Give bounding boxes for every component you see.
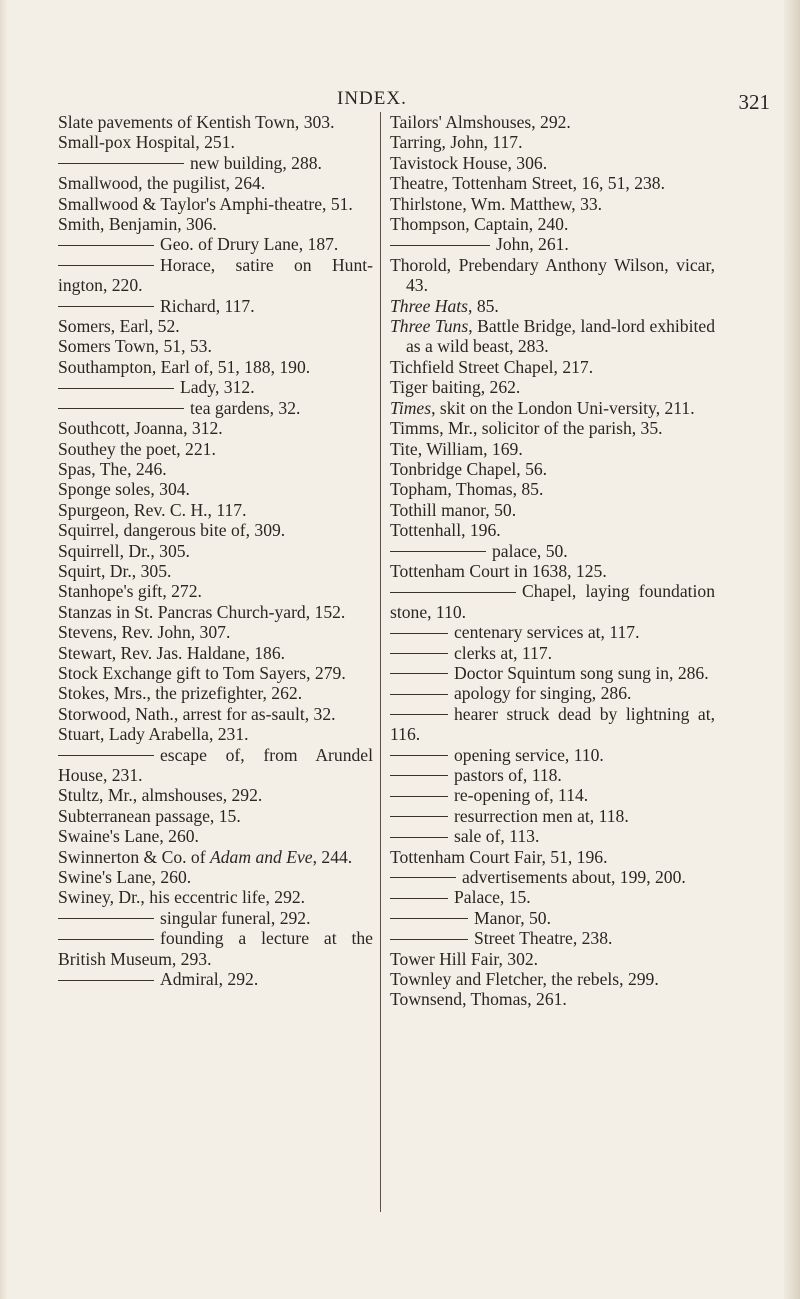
index-subentry bbox=[390, 663, 715, 683]
ditto-dash bbox=[390, 755, 448, 756]
column-divider bbox=[380, 112, 381, 1212]
ditto-dash bbox=[390, 653, 448, 654]
index-entry bbox=[390, 847, 715, 867]
index-entry bbox=[58, 418, 373, 438]
index-entry bbox=[58, 479, 373, 499]
index-subentry bbox=[58, 928, 373, 969]
entry-text: hearer struck dead by lightning at, 116. bbox=[390, 703, 715, 745]
index-entry bbox=[390, 398, 715, 418]
index-subentry bbox=[58, 398, 373, 418]
index-entry bbox=[390, 112, 715, 132]
entry-text: Small-pox Hospital, 251. bbox=[58, 132, 235, 153]
entry-text: Topham, Thomas, 85. bbox=[390, 479, 544, 500]
index-entry bbox=[58, 622, 373, 642]
index-entry bbox=[390, 949, 715, 969]
entry-text: Tottenhall, 196. bbox=[390, 520, 501, 541]
entry-text: Tavistock House, 306. bbox=[390, 152, 548, 173]
entry-italic-title: Adam and Eve bbox=[210, 846, 313, 867]
index-entry bbox=[390, 989, 715, 1009]
index-entry bbox=[390, 316, 715, 357]
entry-text: Townsend, Thomas, 261. bbox=[390, 989, 567, 1010]
index-subentry bbox=[58, 908, 373, 928]
ditto-dash bbox=[390, 918, 468, 919]
entry-text: resurrection men at, 118. bbox=[454, 805, 629, 826]
entry-text: Tottenham Court Fair, 51, 196. bbox=[390, 846, 608, 867]
ditto-dash bbox=[58, 755, 154, 756]
ditto-dash bbox=[390, 837, 448, 838]
entry-text: escape of, from Arundel House, 231. bbox=[58, 744, 373, 785]
index-entry bbox=[390, 357, 715, 377]
index-entry bbox=[58, 459, 373, 479]
entry-text: advertisements about, 199, 200. bbox=[462, 867, 686, 888]
index-subentry bbox=[390, 867, 715, 887]
index-subentry bbox=[390, 581, 715, 622]
index-subentry bbox=[58, 296, 373, 316]
ditto-dash bbox=[390, 796, 448, 797]
index-entry bbox=[390, 153, 715, 173]
index-subentry bbox=[58, 745, 373, 786]
index-subentry bbox=[390, 908, 715, 928]
index-entry bbox=[58, 847, 373, 867]
entry-text: Tothill manor, 50. bbox=[390, 499, 517, 520]
index-entry bbox=[390, 214, 715, 234]
ditto-dash bbox=[390, 245, 490, 246]
index-subentry bbox=[58, 969, 373, 989]
page-number: 321 bbox=[738, 90, 770, 114]
index-subentry bbox=[58, 377, 373, 397]
entry-text: Stanhope's gift, 272. bbox=[58, 581, 202, 602]
entry-text: Townley and Fletcher, the rebels, 299. bbox=[390, 969, 659, 990]
entry-text: Southampton, Earl of, 51, 188, 190. bbox=[58, 356, 311, 377]
ditto-dash bbox=[390, 898, 448, 899]
running-head: INDEX. bbox=[337, 88, 407, 109]
ditto-dash bbox=[58, 265, 154, 266]
page-gutter-shadow bbox=[0, 0, 8, 1299]
ditto-dash bbox=[58, 408, 184, 409]
index-subentry bbox=[390, 234, 715, 254]
index-entry bbox=[58, 581, 373, 601]
index-entry bbox=[58, 724, 373, 744]
ditto-dash bbox=[390, 551, 486, 552]
index-entry bbox=[390, 132, 715, 152]
index-entry bbox=[58, 112, 373, 132]
entry-text: Storwood, Nath., arrest for as-sault, 32. bbox=[58, 703, 336, 724]
index-entry bbox=[58, 336, 373, 356]
index-column-left bbox=[58, 112, 373, 989]
index-entry bbox=[58, 132, 373, 152]
index-subentry bbox=[58, 234, 373, 254]
entry-text: Horace, satire on Hunt-ington, 220. bbox=[58, 254, 373, 296]
entry-text: Squirrell, Dr., 305. bbox=[58, 540, 190, 561]
index-entry bbox=[58, 887, 373, 907]
index-entry bbox=[390, 439, 715, 459]
index-subentry bbox=[390, 928, 715, 948]
ditto-dash bbox=[390, 694, 448, 695]
entry-text: Spas, The, 246. bbox=[58, 458, 167, 479]
index-entry bbox=[58, 785, 373, 805]
entry-text: Richard, 117. bbox=[160, 295, 255, 316]
entry-text: Swine's Lane, 260. bbox=[58, 867, 192, 888]
entry-text: Squirt, Dr., 305. bbox=[58, 560, 172, 581]
entry-text: Smith, Benjamin, 306. bbox=[58, 214, 217, 235]
entry-text-after: , Battle Bridge, land-lord exhibited as a wild beast, 283. bbox=[406, 316, 715, 357]
entry-italic-title: Three Hats bbox=[390, 295, 469, 316]
ditto-dash bbox=[390, 775, 448, 776]
index-entry bbox=[390, 459, 715, 479]
ditto-dash bbox=[390, 592, 516, 593]
entry-text: re-opening of, 114. bbox=[454, 785, 589, 806]
index-entry bbox=[58, 683, 373, 703]
index-entry bbox=[390, 255, 715, 296]
entry-text: Squirrel, dangerous bite of, 309. bbox=[58, 520, 286, 541]
entry-text: Street Theatre, 238. bbox=[474, 928, 613, 949]
entry-text: John, 261. bbox=[496, 234, 569, 255]
entry-text: founding a lecture at the British Museum, 293. bbox=[58, 928, 373, 969]
index-entry bbox=[390, 194, 715, 214]
entry-text: opening service, 110. bbox=[454, 744, 604, 765]
entry-text: Stuart, Lady Arabella, 231. bbox=[58, 724, 249, 745]
entry-text: Swiney, Dr., his eccentric life, 292. bbox=[58, 887, 306, 908]
entry-text: Tarring, John, 117. bbox=[390, 132, 523, 153]
entry-text: Manor, 50. bbox=[474, 907, 551, 928]
entry-italic-title: Times bbox=[390, 397, 432, 418]
entry-text: Tite, William, 169. bbox=[390, 438, 523, 459]
ditto-dash bbox=[390, 714, 448, 715]
entry-text: pastors of, 118. bbox=[454, 765, 562, 785]
ditto-dash bbox=[58, 306, 154, 307]
index-entry bbox=[390, 296, 715, 316]
entry-text: Chapel, laying foundation stone, 110. bbox=[390, 581, 715, 622]
entry-text: Theatre, Tottenham Street, 16, 51, 238. bbox=[390, 173, 665, 194]
entry-text: Doctor Squintum song sung in, 286. bbox=[454, 662, 709, 683]
entry-text: Somers Town, 51, 53. bbox=[58, 336, 212, 357]
entry-text: new building, 288. bbox=[190, 152, 322, 173]
entry-text-after: , 244. bbox=[312, 846, 353, 867]
index-entry bbox=[58, 704, 373, 724]
entry-text: Thorold, Prebendary Anthony Wilson, vicar, 43. bbox=[390, 254, 715, 296]
entry-italic-title: Three Tuns bbox=[390, 316, 469, 337]
entry-text: Tottenham Court in 1638, 125. bbox=[390, 560, 607, 581]
entry-text: Palace, 15. bbox=[454, 887, 531, 908]
entry-text: Smallwood, the pugilist, 264. bbox=[58, 173, 266, 194]
index-subentry bbox=[390, 643, 715, 663]
index-entry bbox=[390, 969, 715, 989]
index-entry bbox=[58, 316, 373, 336]
entry-text: Tichfield Street Chapel, 217. bbox=[390, 356, 594, 377]
index-subentry bbox=[390, 745, 715, 765]
index-entry bbox=[58, 541, 373, 561]
index-entry bbox=[58, 826, 373, 846]
entry-text: Tonbridge Chapel, 56. bbox=[390, 458, 548, 479]
entry-text: Stanzas in St. Pancras Church-yard, 152. bbox=[58, 601, 346, 622]
index-entry bbox=[58, 867, 373, 887]
index-entry bbox=[58, 173, 373, 193]
index-entry bbox=[58, 194, 373, 214]
entry-text: Stokes, Mrs., the prizefighter, 262. bbox=[58, 683, 303, 704]
index-subentry bbox=[390, 541, 715, 561]
entry-text: singular funeral, 292. bbox=[160, 907, 311, 928]
index-subentry bbox=[390, 622, 715, 642]
entry-text: Tiger baiting, 262. bbox=[390, 377, 521, 398]
ditto-dash bbox=[58, 918, 154, 919]
index-entry bbox=[58, 806, 373, 826]
entry-text: Stultz, Mr., almshouses, 292. bbox=[58, 785, 263, 806]
entry-text: Admiral, 292. bbox=[160, 969, 259, 990]
index-entry bbox=[390, 377, 715, 397]
ditto-dash bbox=[390, 673, 448, 674]
entry-text: Somers, Earl, 52. bbox=[58, 316, 180, 337]
index-entry bbox=[58, 500, 373, 520]
entry-text: Thompson, Captain, 240. bbox=[390, 214, 569, 235]
ditto-dash bbox=[390, 816, 448, 817]
entry-text-after: , skit on the London Uni-versity, 211. bbox=[431, 397, 695, 418]
index-subentry bbox=[390, 765, 715, 785]
index-entry bbox=[390, 561, 715, 581]
entry-text: Timms, Mr., solicitor of the parish, 35. bbox=[390, 418, 663, 439]
index-entry bbox=[58, 214, 373, 234]
index-entry bbox=[58, 520, 373, 540]
entry-text: sale of, 113. bbox=[454, 826, 540, 847]
index-entry bbox=[390, 479, 715, 499]
index-subentry bbox=[390, 683, 715, 703]
index-column-right bbox=[390, 112, 715, 1010]
entry-text: Smallwood & Taylor's Amphi-theatre, 51. bbox=[58, 193, 353, 214]
entry-text: Spurgeon, Rev. C. H., 117. bbox=[58, 499, 247, 520]
index-entry bbox=[390, 520, 715, 540]
entry-text: Subterranean passage, 15. bbox=[58, 805, 241, 826]
index-entry bbox=[58, 643, 373, 663]
entry-text: Slate pavements of Kentish Town, 303. bbox=[58, 112, 335, 132]
ditto-dash bbox=[58, 245, 154, 246]
entry-text: Geo. of Drury Lane, 187. bbox=[160, 234, 339, 255]
index-entry bbox=[58, 663, 373, 683]
ditto-dash bbox=[58, 163, 184, 164]
ditto-dash bbox=[390, 877, 456, 878]
entry-text-after: , 85. bbox=[468, 295, 499, 316]
index-subentry bbox=[390, 887, 715, 907]
entry-text: palace, 50. bbox=[492, 540, 568, 561]
ditto-dash bbox=[58, 980, 154, 981]
entry-text: Tailors' Almshouses, 292. bbox=[390, 112, 571, 132]
entry-text: Stewart, Rev. Jas. Haldane, 186. bbox=[58, 642, 286, 663]
ditto-dash bbox=[58, 388, 174, 389]
index-entry bbox=[58, 439, 373, 459]
ditto-dash bbox=[390, 633, 448, 634]
index-entry bbox=[58, 602, 373, 622]
entry-text: Swinnerton & Co. of bbox=[58, 846, 210, 867]
ditto-dash bbox=[58, 939, 154, 940]
entry-text: Tower Hill Fair, 302. bbox=[390, 948, 539, 969]
entry-text: tea gardens, 32. bbox=[190, 397, 301, 418]
entry-text: centenary services at, 117. bbox=[454, 622, 640, 643]
entry-text: clerks at, 117. bbox=[454, 642, 553, 663]
index-entry bbox=[58, 357, 373, 377]
index-subentry bbox=[390, 704, 715, 745]
index-entry bbox=[390, 173, 715, 193]
index-subentry bbox=[390, 806, 715, 826]
index-entry bbox=[390, 418, 715, 438]
index-entry bbox=[58, 561, 373, 581]
entry-text: apology for singing, 286. bbox=[454, 683, 632, 704]
entry-text: Thirlstone, Wm. Matthew, 33. bbox=[390, 193, 603, 214]
index-subentry bbox=[390, 785, 715, 805]
index-entry bbox=[390, 500, 715, 520]
index-subentry bbox=[58, 255, 373, 296]
entry-text: Stevens, Rev. John, 307. bbox=[58, 622, 231, 643]
entry-text: Lady, 312. bbox=[180, 377, 255, 398]
ditto-dash bbox=[390, 939, 468, 940]
entry-text: Stock Exchange gift to Tom Sayers, 279. bbox=[58, 662, 346, 683]
entry-text: Southey the poet, 221. bbox=[58, 438, 216, 459]
entry-text: Sponge soles, 304. bbox=[58, 479, 190, 500]
index-subentry bbox=[58, 153, 373, 173]
page-edge-shadow bbox=[784, 0, 800, 1299]
entry-text: Southcott, Joanna, 312. bbox=[58, 418, 223, 439]
index-subentry bbox=[390, 826, 715, 846]
entry-text: Swaine's Lane, 260. bbox=[58, 826, 199, 847]
